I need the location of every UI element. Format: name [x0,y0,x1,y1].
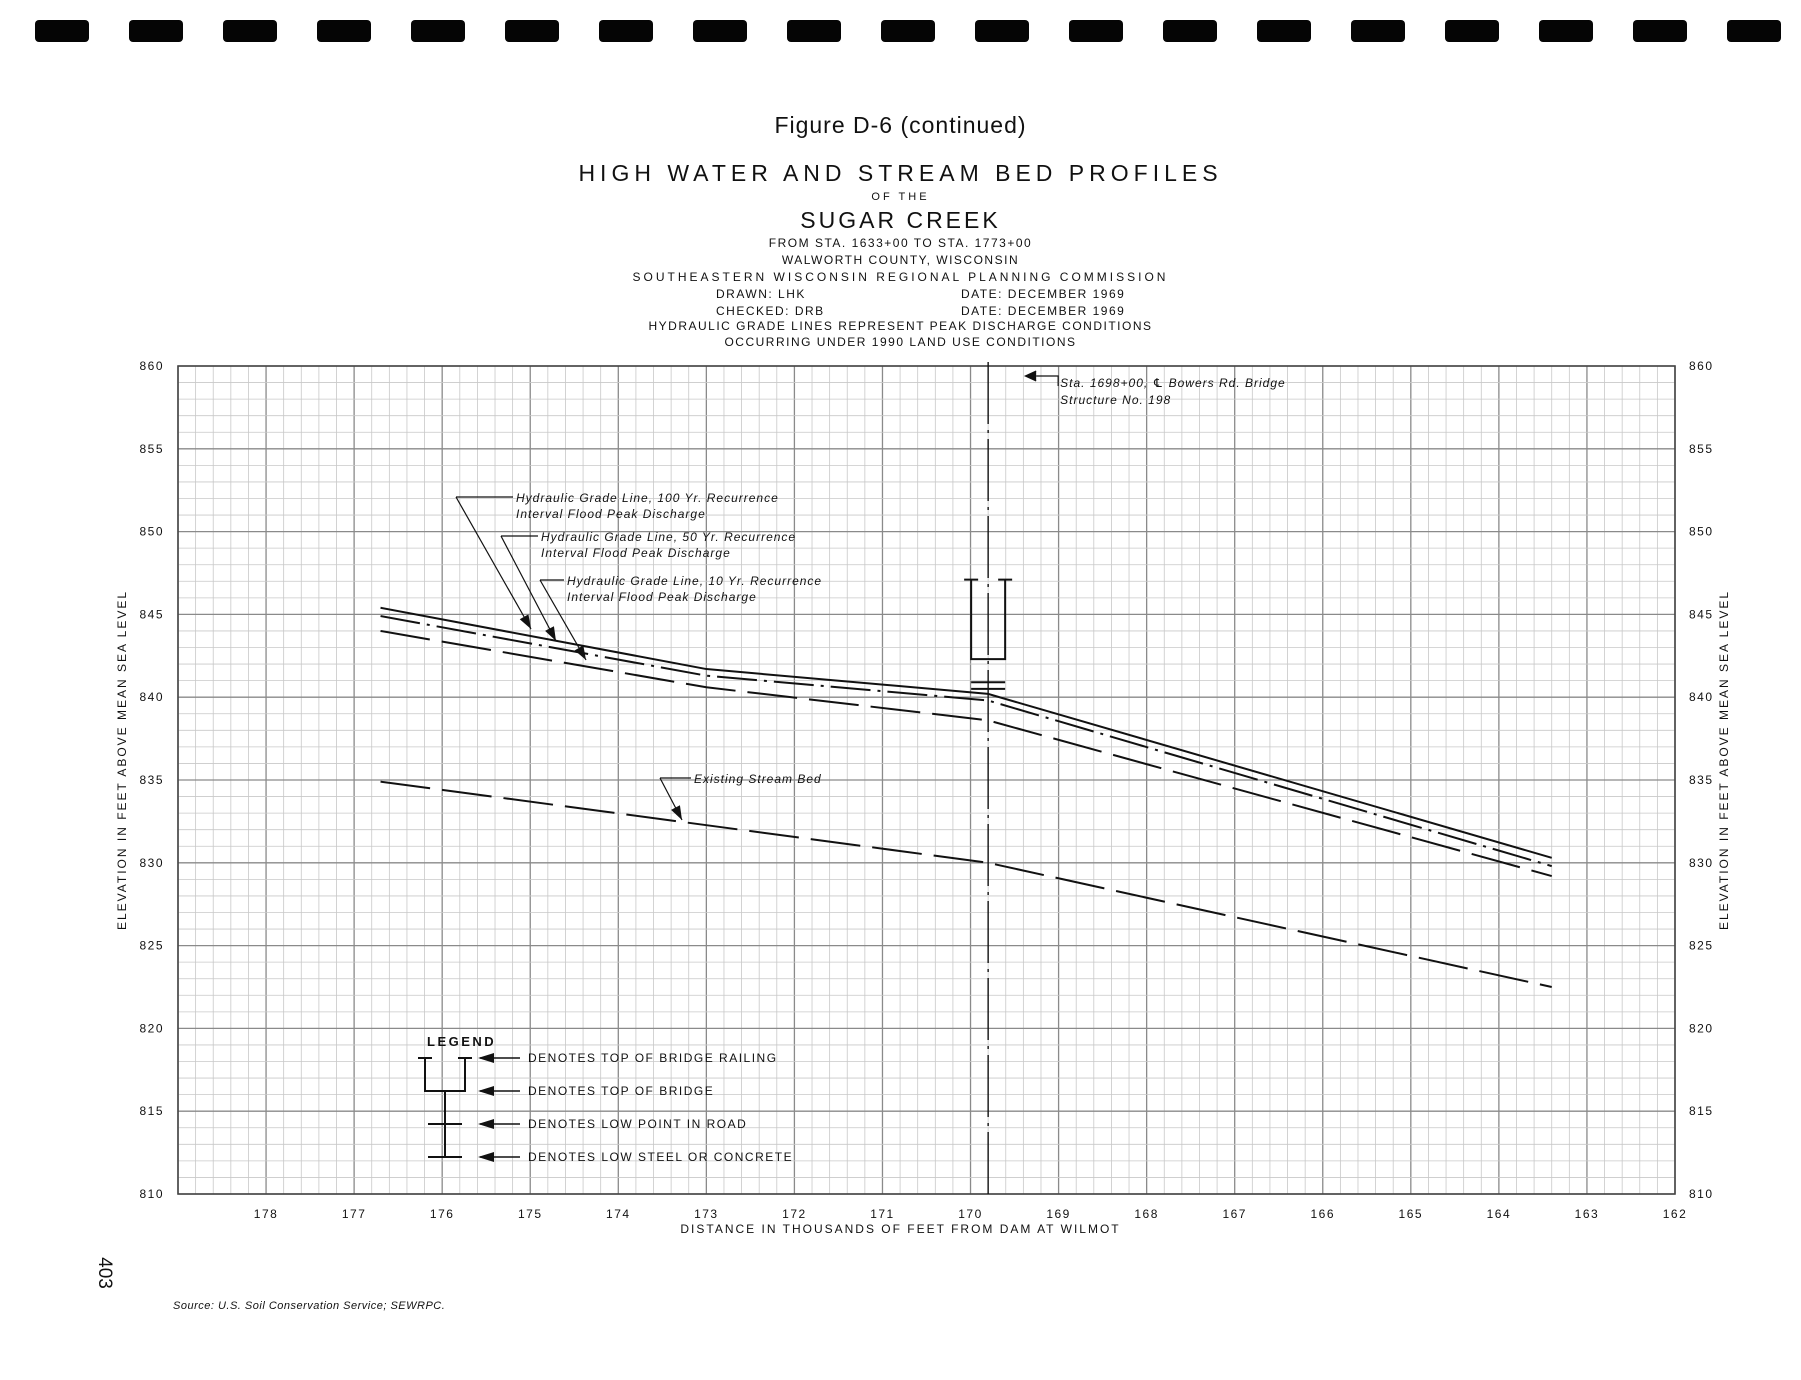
y-tick-label-right: 845 [1689,607,1714,622]
annotation-line2: Interval Flood Peak Discharge [541,546,731,560]
y-tick-label-right: 850 [1689,524,1714,539]
conditions-note-line1: HYDRAULIC GRADE LINES REPRESENT PEAK DISCHARGE CONDITIONS [648,319,1153,333]
agency-label: SOUTHEASTERN WISCONSIN REGIONAL PLANNING COMMISSION [632,270,1169,284]
legend-item-label: DENOTES LOW POINT IN ROAD [528,1117,748,1131]
title-connector: OF THE [871,191,930,203]
x-tick-label: 170 [958,1207,983,1221]
x-tick-label: 165 [1398,1207,1424,1221]
y-tick-label-right: 840 [1689,690,1714,705]
x-tick-label: 175 [517,1207,543,1221]
y-tick-label-right: 860 [1689,359,1714,373]
annotation-line1: Hydraulic Grade Line, 100 Yr. Recurrence [516,491,779,505]
x-tick-label: 174 [606,1207,631,1221]
annotation-line2: Interval Flood Peak Discharge [516,507,706,521]
bridge-leader-arrow [1025,371,1036,381]
x-tick-label: 176 [429,1207,455,1221]
legend-title: LEGEND [427,1034,497,1049]
annotation-line1: Existing Stream Bed [694,772,822,786]
y-tick-label-right: 820 [1689,1021,1714,1036]
x-tick-label: 171 [870,1207,895,1221]
y-tick-label-left: 810 [139,1187,164,1201]
legend-item-label: DENOTES TOP OF BRIDGE [528,1084,715,1098]
county-label: WALWORTH COUNTY, WISCONSIN [781,253,1020,267]
legend-item-label: DENOTES LOW STEEL OR CONCRETE [528,1150,794,1164]
legend-item-label: DENOTES TOP OF BRIDGE RAILING [528,1051,778,1065]
x-tick-label: 164 [1486,1207,1512,1221]
x-tick-label: 169 [1046,1207,1071,1221]
y-tick-label-left: 845 [139,607,164,622]
figure-label: Figure D-6 (continued) [774,112,1027,138]
annotation-arrowhead [520,614,531,629]
y-tick-label-right: 815 [1689,1104,1714,1119]
annotation-line1: Hydraulic Grade Line, 10 Yr. Recurrence [567,574,823,588]
y-tick-label-left: 830 [139,855,164,870]
bridge-label-line2: Structure No. 198 [1060,393,1172,407]
y-tick-label-left: 840 [139,690,164,705]
x-tick-label: 172 [782,1207,807,1221]
y-tick-label-left: 825 [139,938,164,953]
x-tick-label: 162 [1662,1207,1688,1221]
annotation-line2: Interval Flood Peak Discharge [567,590,757,604]
bridge-label-line1: Sta. 1698+00, ℄ Bowers Rd. Bridge [1060,376,1286,390]
page-number: 403 [93,1257,115,1289]
x-tick-label: 177 [341,1207,367,1221]
y-tick-label-right: 830 [1689,855,1714,870]
y-tick-label-left: 835 [139,773,164,787]
y-tick-label-left: 855 [139,441,164,456]
legend-bridge-symbol [425,1058,465,1091]
y-tick-label-left: 815 [139,1104,164,1119]
drawn-by: DRAWN: LHK [716,287,806,301]
drawn-date: DATE: DECEMBER 1969 [961,287,1126,301]
checked-date: DATE: DECEMBER 1969 [961,304,1126,318]
y-tick-label-right: 835 [1689,773,1714,787]
hgl-50yr-line [381,616,1552,866]
checked-by: CHECKED: DRB [716,304,825,318]
hgl-10yr-line [381,631,1552,876]
y-tick-label-left: 820 [139,1021,164,1036]
x-axis-title: DISTANCE IN THOUSANDS OF FEET FROM DAM AT WILMOT [680,1222,1121,1236]
x-tick-label: 163 [1574,1207,1600,1221]
annotation-line1: Hydraulic Grade Line, 50 Yr. Recurrence [541,530,797,544]
stream-bed-line [381,782,1552,987]
y-tick-label-left: 850 [139,524,164,539]
chart-title: HIGH WATER AND STREAM BED PROFILES [578,160,1223,186]
hgl-100yr-line [381,608,1552,858]
y-tick-label-right: 810 [1689,1187,1714,1201]
y-axis-title-right: ELEVATION IN FEET ABOVE MEAN SEA LEVEL [1717,589,1731,931]
x-tick-label: 168 [1134,1207,1159,1221]
x-tick-label: 167 [1222,1207,1247,1221]
y-tick-label-left: 860 [139,359,164,373]
source-note: Source: U.S. Soil Conservation Service; SEWRPC. [173,1300,446,1312]
x-tick-label: 166 [1310,1207,1336,1221]
grid [178,366,1675,1194]
y-axis-title-left: ELEVATION IN FEET ABOVE MEAN SEA LEVEL [115,589,129,931]
conditions-note-line2: OCCURRING UNDER 1990 LAND USE CONDITIONS [724,335,1077,349]
x-tick-label: 178 [253,1207,279,1221]
stream-name: SUGAR CREEK [800,207,1001,233]
y-tick-label-right: 825 [1689,938,1714,953]
station-range: FROM STA. 1633+00 TO STA. 1773+00 [768,236,1033,250]
y-tick-label-right: 855 [1689,441,1714,456]
annotation-arrowhead [671,805,682,820]
bridge-leader-line [1036,376,1058,386]
x-tick-label: 173 [694,1207,719,1221]
